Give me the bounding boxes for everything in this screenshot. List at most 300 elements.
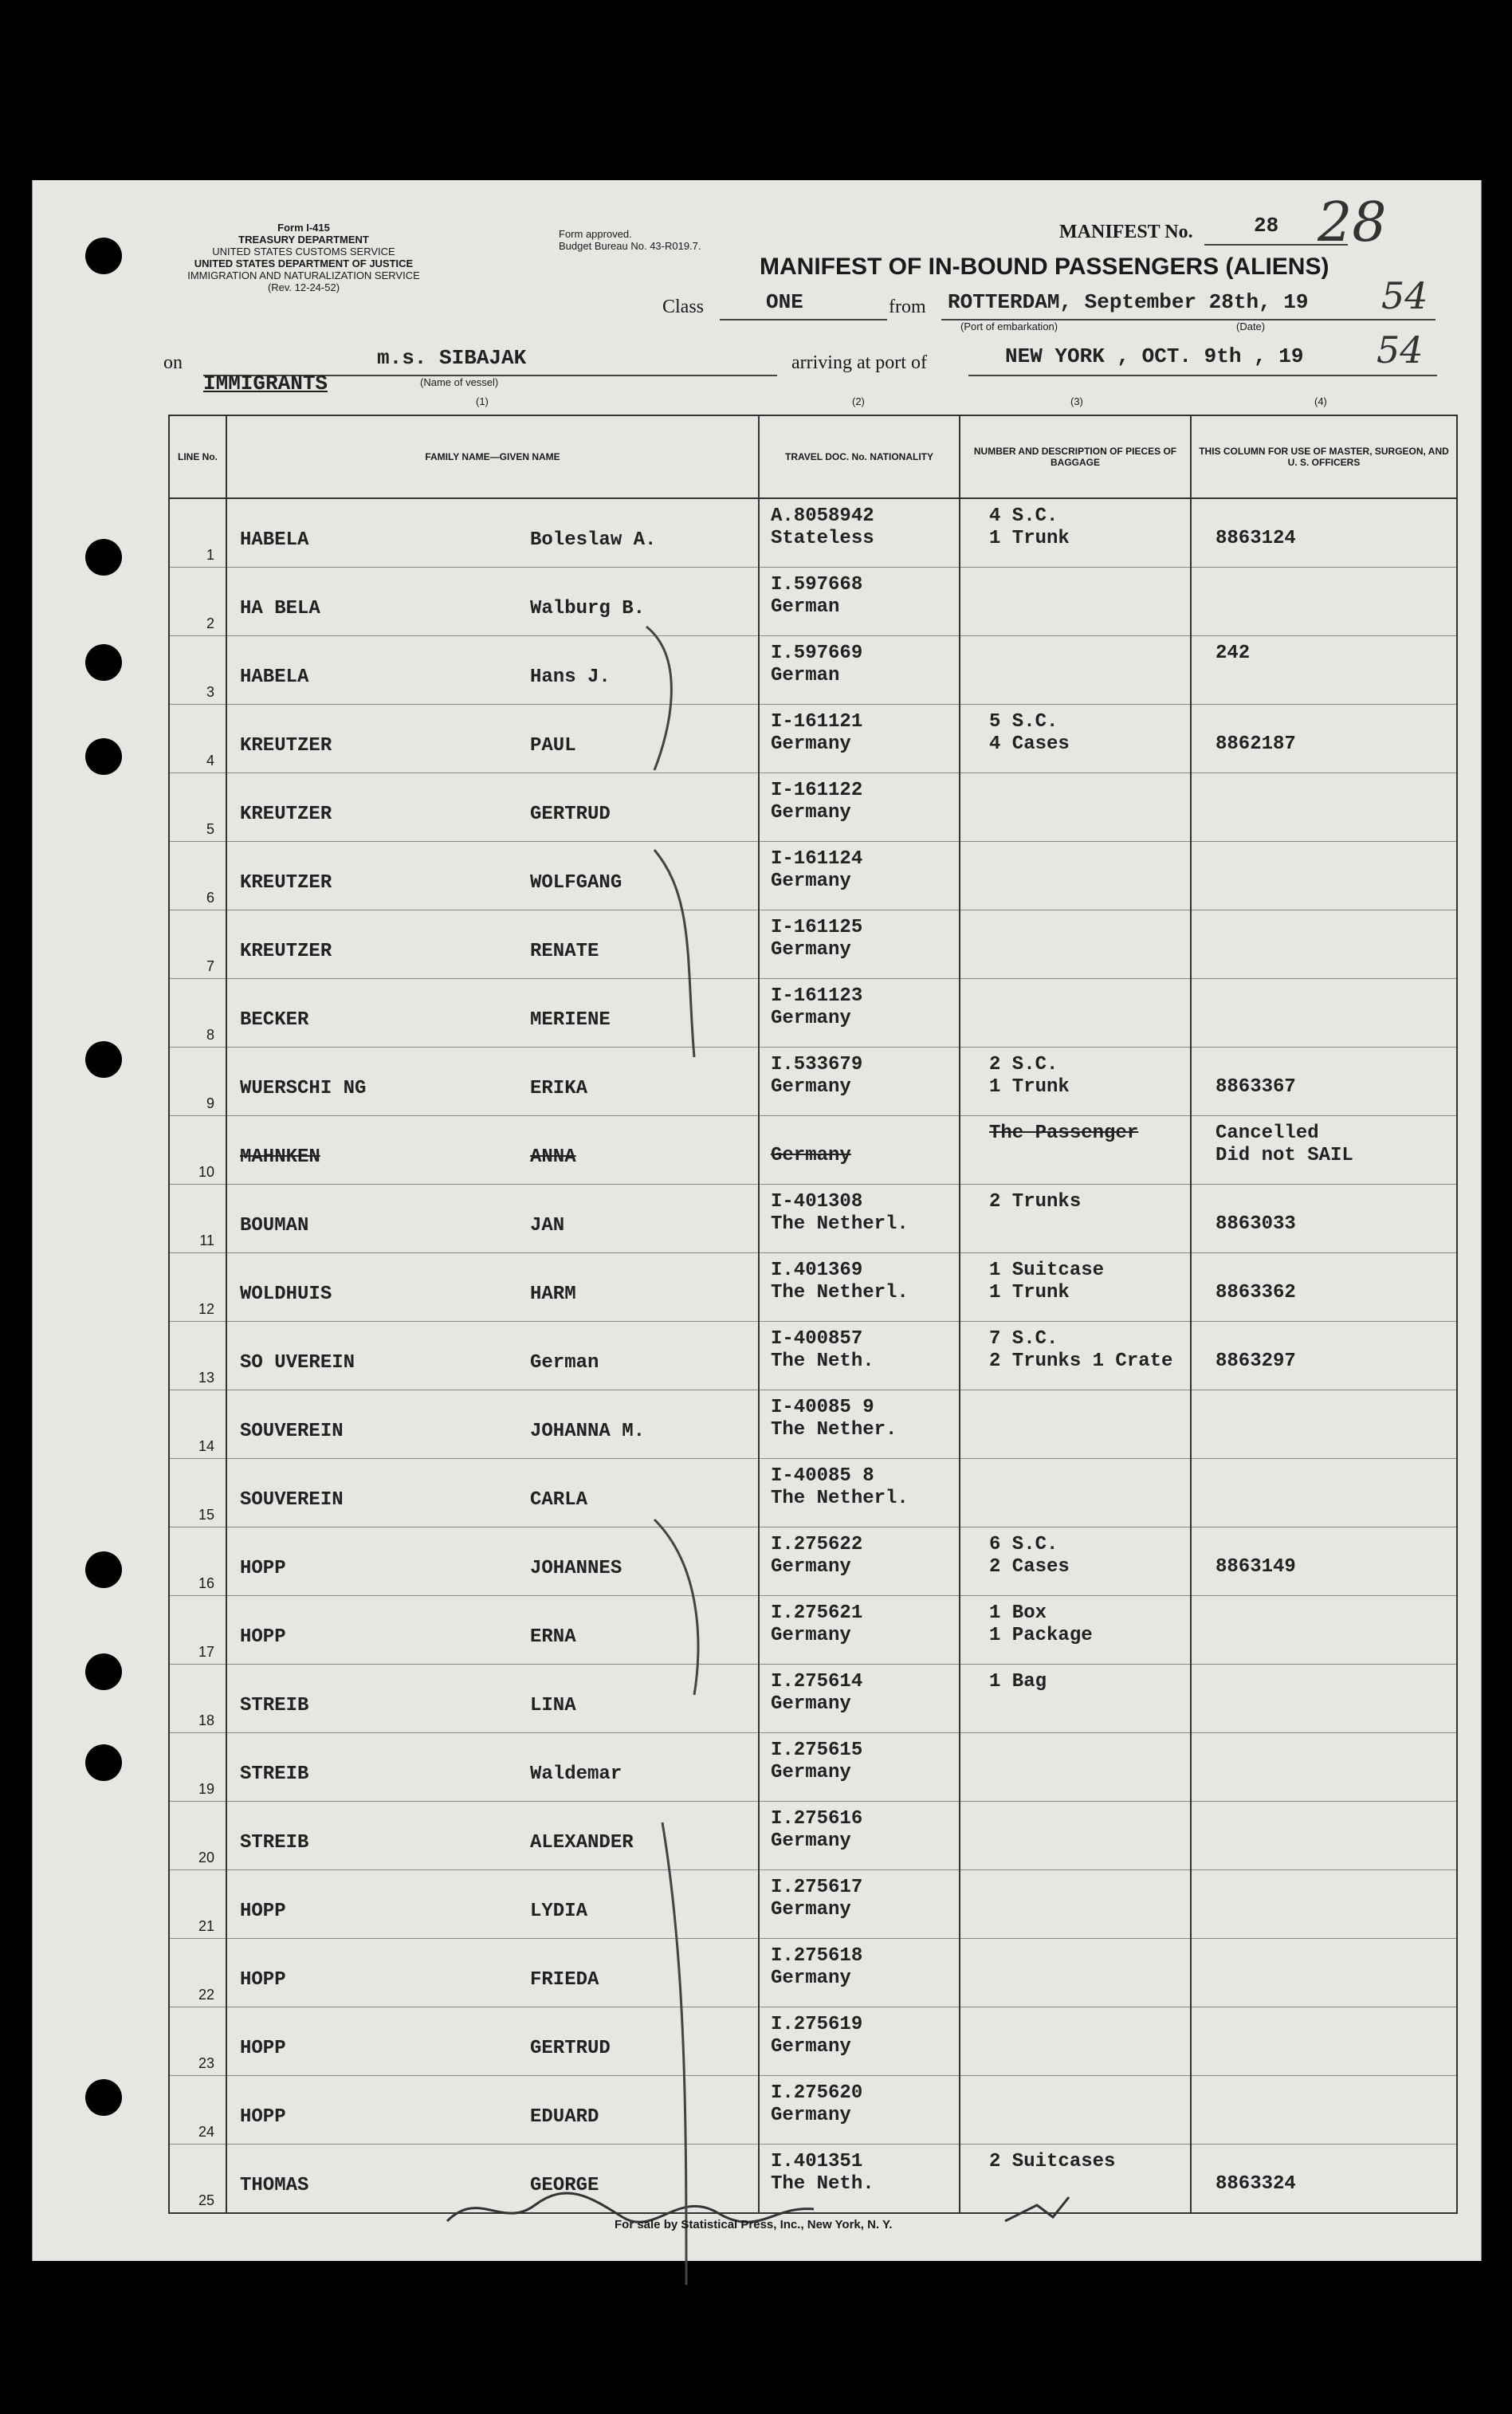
officer-cell — [1191, 773, 1457, 842]
given-name: Walburg B. — [530, 598, 646, 619]
nationality: Germany — [771, 1762, 851, 1783]
doc-cell — [759, 705, 960, 773]
column-index-3: (3) — [1070, 395, 1083, 407]
table-row — [169, 1939, 1457, 2007]
line-cell — [169, 1116, 226, 1185]
line-number: 10 — [198, 1164, 214, 1180]
family-name: HABELA — [240, 529, 309, 551]
line-cell — [169, 498, 226, 568]
from-label: from — [889, 297, 926, 317]
officer-cell — [1191, 979, 1457, 1048]
column-index-2: (2) — [852, 395, 865, 407]
header-baggage: NUMBER AND DESCRIPTION OF PIECES OF BAGGAGE — [960, 415, 1191, 498]
table-row — [169, 1802, 1457, 1870]
travel-doc-number: I-161125 — [771, 917, 863, 938]
officer-cell — [1191, 842, 1457, 910]
table-row — [169, 498, 1457, 568]
line-number: 18 — [198, 1712, 214, 1728]
baggage-cell — [960, 910, 1191, 979]
doc-cell — [759, 979, 960, 1048]
baggage-line-1: 2 Suitcases — [989, 2151, 1116, 2172]
family-name: HOPP — [240, 1901, 286, 1922]
nationality: The Nether. — [771, 1419, 897, 1441]
officer-cell — [1191, 568, 1457, 636]
doc-cell — [759, 1459, 960, 1527]
travel-doc-number: I-161122 — [771, 780, 863, 801]
table-row — [169, 2076, 1457, 2145]
travel-doc-number: I-40085 8 — [771, 1465, 874, 1487]
nationality: Germany — [771, 1145, 851, 1166]
family-name: KREUTZER — [240, 735, 332, 757]
given-name: JAN — [530, 1215, 565, 1236]
line-cell — [169, 1459, 226, 1527]
doc-cell — [759, 1048, 960, 1116]
travel-doc-number: I.597669 — [771, 643, 863, 664]
dept-justice: UNITED STATES DEPARTMENT OF JUSTICE — [194, 258, 414, 269]
family-name: BOUMAN — [240, 1215, 309, 1236]
travel-doc-number: A.8058942 — [771, 505, 874, 527]
baggage-line-1: 6 S.C. — [989, 1534, 1058, 1555]
line-cell — [169, 1253, 226, 1322]
line-cell — [169, 1596, 226, 1665]
given-name: Boleslaw A. — [530, 529, 657, 551]
given-name: GERTRUD — [530, 804, 611, 825]
table-row — [169, 979, 1457, 1048]
passenger-table — [168, 415, 1458, 2214]
family-name: SO UVEREIN — [240, 1352, 355, 1374]
line-number: 9 — [206, 1095, 214, 1111]
line-cell — [169, 2076, 226, 2145]
table-row — [169, 568, 1457, 636]
nationality: Germany — [771, 1899, 851, 1921]
family-name: STREIB — [240, 1695, 309, 1716]
line-number: 21 — [198, 1918, 214, 1934]
doc-cell — [759, 773, 960, 842]
doc-cell — [759, 1802, 960, 1870]
given-name: JOHANNES — [530, 1558, 622, 1579]
manifest-sheet — [32, 180, 1482, 2261]
officer-cell — [1191, 636, 1457, 705]
baggage-line-1: 1 Bag — [989, 1671, 1047, 1693]
officer-cell — [1191, 2007, 1457, 2076]
family-name: THOMAS — [240, 2175, 309, 2196]
table-row — [169, 1185, 1457, 1253]
officer-note: Cancelled — [1215, 1122, 1319, 1144]
punch-hole — [85, 1653, 122, 1690]
doc-cell — [759, 1185, 960, 1253]
from-value: ROTTERDAM, September 28th, 19 — [948, 290, 1309, 314]
line-number: 16 — [198, 1575, 214, 1591]
family-name: KREUTZER — [240, 941, 332, 962]
officer-number: 8863367 — [1215, 1076, 1296, 1098]
doc-cell — [759, 1733, 960, 1802]
nationality: Germany — [771, 2105, 851, 2126]
given-name: ALEXANDER — [530, 1832, 634, 1854]
dept-ins: IMMIGRATION AND NATURALIZATION SERVICE — [187, 269, 420, 281]
manifest-no-label: MANIFEST No. — [1059, 222, 1193, 242]
given-name: HARM — [530, 1284, 576, 1305]
dept-treasury: TREASURY DEPARTMENT — [238, 234, 369, 246]
officer-cell — [1191, 1459, 1457, 1527]
line-cell — [169, 1048, 226, 1116]
family-name: SOUVEREIN — [240, 1421, 344, 1442]
family-bracket-marks — [638, 611, 734, 2309]
punch-hole — [85, 238, 122, 274]
officer-cell — [1191, 1185, 1457, 1253]
baggage-cell — [960, 2076, 1191, 2145]
line-cell — [169, 2145, 226, 2214]
table-body — [169, 498, 1457, 2213]
officer-number: Did not SAIL — [1215, 1145, 1353, 1166]
punch-hole — [85, 2079, 122, 2116]
line-number: 6 — [206, 890, 214, 906]
table-row — [169, 1048, 1457, 1116]
table-header-row — [169, 415, 1457, 498]
baggage-cell — [960, 1802, 1191, 1870]
doc-cell — [759, 2007, 960, 2076]
table-row — [169, 1322, 1457, 1390]
year-embark-hw: 54 — [1381, 274, 1428, 317]
travel-doc-number: I.275614 — [771, 1671, 863, 1693]
manifest-no-handwritten: 28 — [1318, 191, 1387, 254]
baggage-line-2: 4 Cases — [989, 733, 1070, 755]
table-row — [169, 773, 1457, 842]
nationality: Germany — [771, 939, 851, 961]
baggage-cell — [960, 1527, 1191, 1596]
line-number: 7 — [206, 958, 214, 974]
officer-cell — [1191, 1048, 1457, 1116]
table-row — [169, 1596, 1457, 1665]
travel-doc-number: I.401369 — [771, 1260, 863, 1281]
doc-cell — [759, 1527, 960, 1596]
nationality: Germany — [771, 1008, 851, 1029]
line-cell — [169, 2007, 226, 2076]
line-cell — [169, 636, 226, 705]
line-number: 17 — [198, 1644, 214, 1660]
nationality: The Netherl. — [771, 1282, 909, 1303]
line-cell — [169, 1870, 226, 1939]
nationality: The Netherl. — [771, 1213, 909, 1235]
family-name: SOUVEREIN — [240, 1489, 344, 1511]
travel-doc-number: I.401351 — [771, 2151, 863, 2172]
family-name: STREIB — [240, 1832, 309, 1854]
travel-doc-number: I.275617 — [771, 1877, 863, 1898]
baggage-cell — [960, 498, 1191, 568]
doc-cell — [759, 1870, 960, 1939]
class-line — [720, 319, 887, 320]
baggage-line-2: 2 Trunks 1 Crate — [989, 1351, 1173, 1372]
doc-cell — [759, 568, 960, 636]
nationality: Germany — [771, 2036, 851, 2058]
table-row — [169, 636, 1457, 705]
nationality: Germany — [771, 1556, 851, 1578]
nationality: German — [771, 665, 840, 686]
baggage-line-1: 2 Trunks — [989, 1191, 1082, 1213]
line-cell — [169, 773, 226, 842]
nationality: Germany — [771, 733, 851, 755]
line-cell — [169, 568, 226, 636]
baggage-cell — [960, 773, 1191, 842]
doc-cell — [759, 1322, 960, 1390]
given-name: Hans J. — [530, 666, 611, 688]
given-name: GEORGE — [530, 2175, 599, 2196]
arrival-line — [968, 375, 1437, 376]
officer-number: 8863124 — [1215, 528, 1296, 549]
line-number: 14 — [198, 1438, 214, 1454]
line-cell — [169, 1802, 226, 1870]
table-row — [169, 1733, 1457, 1802]
table-row — [169, 2007, 1457, 2076]
line-number: 25 — [198, 2192, 214, 2208]
given-name: German — [530, 1352, 599, 1374]
baggage-cell — [960, 1048, 1191, 1116]
family-name: HOPP — [240, 2106, 286, 2128]
column-index-1: (1) — [476, 395, 489, 407]
table-row — [169, 1459, 1457, 1527]
baggage-cell — [960, 1596, 1191, 1665]
table-row — [169, 1665, 1457, 1733]
nationality: Germany — [771, 1830, 851, 1852]
family-name: HOPP — [240, 1626, 286, 1648]
baggage-line-2: 1 Package — [989, 1625, 1093, 1646]
approval-block — [559, 228, 701, 252]
arrival-port: NEW YORK , OCT. 9th , 19 — [1005, 344, 1304, 368]
doc-cell — [759, 1665, 960, 1733]
family-name: STREIB — [240, 1763, 309, 1785]
date-label: (Date) — [1236, 320, 1266, 332]
travel-doc-number: I.275620 — [771, 2082, 863, 2104]
officer-cell — [1191, 498, 1457, 568]
header-officers: THIS COLUMN FOR USE OF MASTER, SURGEON, AND U. S. OFFICERS — [1191, 415, 1457, 498]
name-cell — [226, 498, 759, 568]
given-name: LYDIA — [530, 1901, 588, 1922]
officer-cell — [1191, 1322, 1457, 1390]
family-name: KREUTZER — [240, 804, 332, 825]
officer-cell — [1191, 2145, 1457, 2214]
line-cell — [169, 979, 226, 1048]
baggage-cell — [960, 1390, 1191, 1459]
given-name: JOHANNA M. — [530, 1421, 646, 1442]
baggage-line-1: 5 S.C. — [989, 711, 1058, 733]
line-cell — [169, 1665, 226, 1733]
family-name: KREUTZER — [240, 872, 332, 894]
given-name: GERTRUD — [530, 2038, 611, 2059]
class-value: ONE — [766, 290, 803, 314]
baggage-cell — [960, 1185, 1191, 1253]
doc-cell — [759, 636, 960, 705]
on-label: on — [163, 352, 183, 373]
doc-cell — [759, 1390, 960, 1459]
form-number: Form I-415 — [277, 222, 330, 234]
officer-number: 8863033 — [1215, 1213, 1296, 1235]
given-name: FRIEDA — [530, 1969, 599, 1991]
baggage-line-1: 7 S.C. — [989, 1328, 1058, 1350]
baggage-line-1: 1 Box — [989, 1602, 1047, 1624]
vessel-name: m.s. SIBAJAK — [377, 346, 527, 370]
baggage-cell — [960, 1939, 1191, 2007]
nationality: The Neth. — [771, 2173, 874, 2195]
table-row — [169, 705, 1457, 773]
form-approved: Form approved. — [559, 228, 632, 240]
baggage-line-2: 1 Trunk — [989, 1076, 1070, 1098]
line-number: 2 — [206, 615, 214, 631]
baggage-cell — [960, 2007, 1191, 2076]
table-row — [169, 1527, 1457, 1596]
given-name: ERIKA — [530, 1078, 588, 1099]
budget-bureau: Budget Bureau No. 43-R019.7. — [559, 240, 701, 252]
line-number: 23 — [198, 2055, 214, 2071]
line-number: 19 — [198, 1781, 214, 1797]
nationality: Germany — [771, 871, 851, 892]
port-embark-label: (Port of embarkation) — [960, 320, 1058, 332]
arriving-label: arriving at port of — [791, 352, 927, 373]
travel-doc-number: I.275622 — [771, 1534, 863, 1555]
table-row — [169, 842, 1457, 910]
travel-doc-number: I.275621 — [771, 1602, 863, 1624]
nationality: Germany — [771, 802, 851, 824]
family-name: HOPP — [240, 1558, 286, 1579]
travel-doc-number: I.597668 — [771, 574, 863, 596]
officer-cell — [1191, 1802, 1457, 1870]
table-row — [169, 910, 1457, 979]
line-cell — [169, 1322, 226, 1390]
class-label: Class — [662, 297, 705, 317]
year-arrival-hw: 54 — [1377, 328, 1424, 372]
officer-cell — [1191, 910, 1457, 979]
line-number: 24 — [198, 2124, 214, 2140]
family-name: HOPP — [240, 1969, 286, 1991]
officer-number: 8863324 — [1215, 2173, 1296, 2195]
column-index-4: (4) — [1314, 395, 1327, 407]
baggage-cell — [960, 636, 1191, 705]
officer-cell — [1191, 1596, 1457, 1665]
line-number: 11 — [199, 1233, 214, 1248]
travel-doc-number: I.275619 — [771, 2014, 863, 2035]
given-name: CARLA — [530, 1489, 588, 1511]
nationality: Germany — [771, 1076, 851, 1098]
doc-cell — [759, 910, 960, 979]
punch-hole — [85, 738, 122, 775]
given-name: ERNA — [530, 1626, 576, 1648]
line-cell — [169, 1390, 226, 1459]
table-row — [169, 1390, 1457, 1459]
line-number: 20 — [198, 1850, 214, 1866]
travel-doc-number: I-161121 — [771, 711, 863, 733]
officer-cell — [1191, 705, 1457, 773]
line-cell — [169, 1733, 226, 1802]
doc-cell — [759, 1939, 960, 2007]
officer-cell — [1191, 1253, 1457, 1322]
travel-doc-number: I-161123 — [771, 985, 863, 1007]
family-name: HABELA — [240, 666, 309, 688]
nationality: The Neth. — [771, 1351, 874, 1372]
baggage-cell — [960, 979, 1191, 1048]
officer-cell — [1191, 1390, 1457, 1459]
header-travel-doc: TRAVEL DOC. No. NATIONALITY — [759, 415, 960, 498]
doc-cell — [759, 1596, 960, 1665]
line-cell — [169, 1185, 226, 1253]
baggage-cell — [960, 1322, 1191, 1390]
baggage-line-1: 4 S.C. — [989, 505, 1058, 527]
travel-doc-number: I-161124 — [771, 848, 863, 870]
baggage-cell — [960, 842, 1191, 910]
baggage-line-1: 2 S.C. — [989, 1054, 1058, 1075]
punch-hole — [85, 644, 122, 681]
doc-cell — [759, 842, 960, 910]
officer-cell — [1191, 1733, 1457, 1802]
line-number: 5 — [206, 821, 214, 837]
given-name: WOLFGANG — [530, 872, 622, 894]
footer-printer: For sale by Statistical Press, Inc., New York, N. Y. — [615, 2218, 893, 2231]
officer-number: 8862187 — [1215, 733, 1296, 755]
line-number: 1 — [206, 547, 214, 563]
punch-hole — [85, 1551, 122, 1588]
officer-number: 8863149 — [1215, 1556, 1296, 1578]
line-number: 4 — [206, 753, 214, 769]
line-number: 8 — [206, 1027, 214, 1043]
nationality: The Netherl. — [771, 1488, 909, 1509]
baggage-line-1: 1 Suitcase — [989, 1260, 1105, 1281]
doc-cell — [759, 498, 960, 568]
family-name: WOLDHUIS — [240, 1284, 332, 1305]
travel-doc-number: I-401308 — [771, 1191, 863, 1213]
officer-number: 8863297 — [1215, 1351, 1296, 1372]
baggage-line-2: 2 Cases — [989, 1556, 1070, 1578]
doc-cell — [759, 1253, 960, 1322]
baggage-cell — [960, 1116, 1191, 1185]
nationality: Germany — [771, 1625, 851, 1646]
family-name: BECKER — [240, 1009, 309, 1031]
table-row — [169, 1870, 1457, 1939]
family-name: HA BELA — [240, 598, 320, 619]
travel-doc-number: I-400857 — [771, 1328, 863, 1350]
punch-hole — [85, 539, 122, 576]
baggage-cell — [960, 1459, 1191, 1527]
line-cell — [169, 705, 226, 773]
family-name: WUERSCHI NG — [240, 1078, 367, 1099]
dept-customs: UNITED STATES CUSTOMS SERVICE — [212, 246, 395, 258]
given-name: RENATE — [530, 941, 599, 962]
manifest-title: MANIFEST OF IN-BOUND PASSENGERS (ALIENS) — [760, 254, 1329, 280]
officer-cell — [1191, 1527, 1457, 1596]
doc-cell — [759, 1116, 960, 1185]
given-name: Waldemar — [530, 1763, 622, 1785]
line-cell — [169, 1527, 226, 1596]
travel-doc-number: I.275618 — [771, 1945, 863, 1967]
nationality: German — [771, 596, 840, 618]
officer-number: 8863362 — [1215, 1282, 1296, 1303]
baggage-cell — [960, 1253, 1191, 1322]
baggage-cell — [960, 568, 1191, 636]
line-number: 13 — [198, 1370, 214, 1386]
officer-cell — [1191, 1939, 1457, 2007]
officer-cell — [1191, 1116, 1457, 1185]
officer-cell — [1191, 2076, 1457, 2145]
officer-note: 242 — [1215, 643, 1251, 664]
line-number: 15 — [198, 1507, 214, 1523]
punch-hole — [85, 1744, 122, 1781]
line-cell — [169, 910, 226, 979]
line-cell — [169, 1939, 226, 2007]
given-name: ANNA — [530, 1146, 576, 1168]
travel-doc-number: I.275616 — [771, 1808, 863, 1830]
baggage-line-2: 1 Trunk — [989, 1282, 1070, 1303]
header-name: FAMILY NAME—GIVEN NAME — [226, 415, 759, 498]
line-number: 3 — [206, 684, 214, 700]
family-name: HOPP — [240, 2038, 286, 2059]
nationality: Stateless — [771, 528, 874, 549]
table-row — [169, 1116, 1457, 1185]
